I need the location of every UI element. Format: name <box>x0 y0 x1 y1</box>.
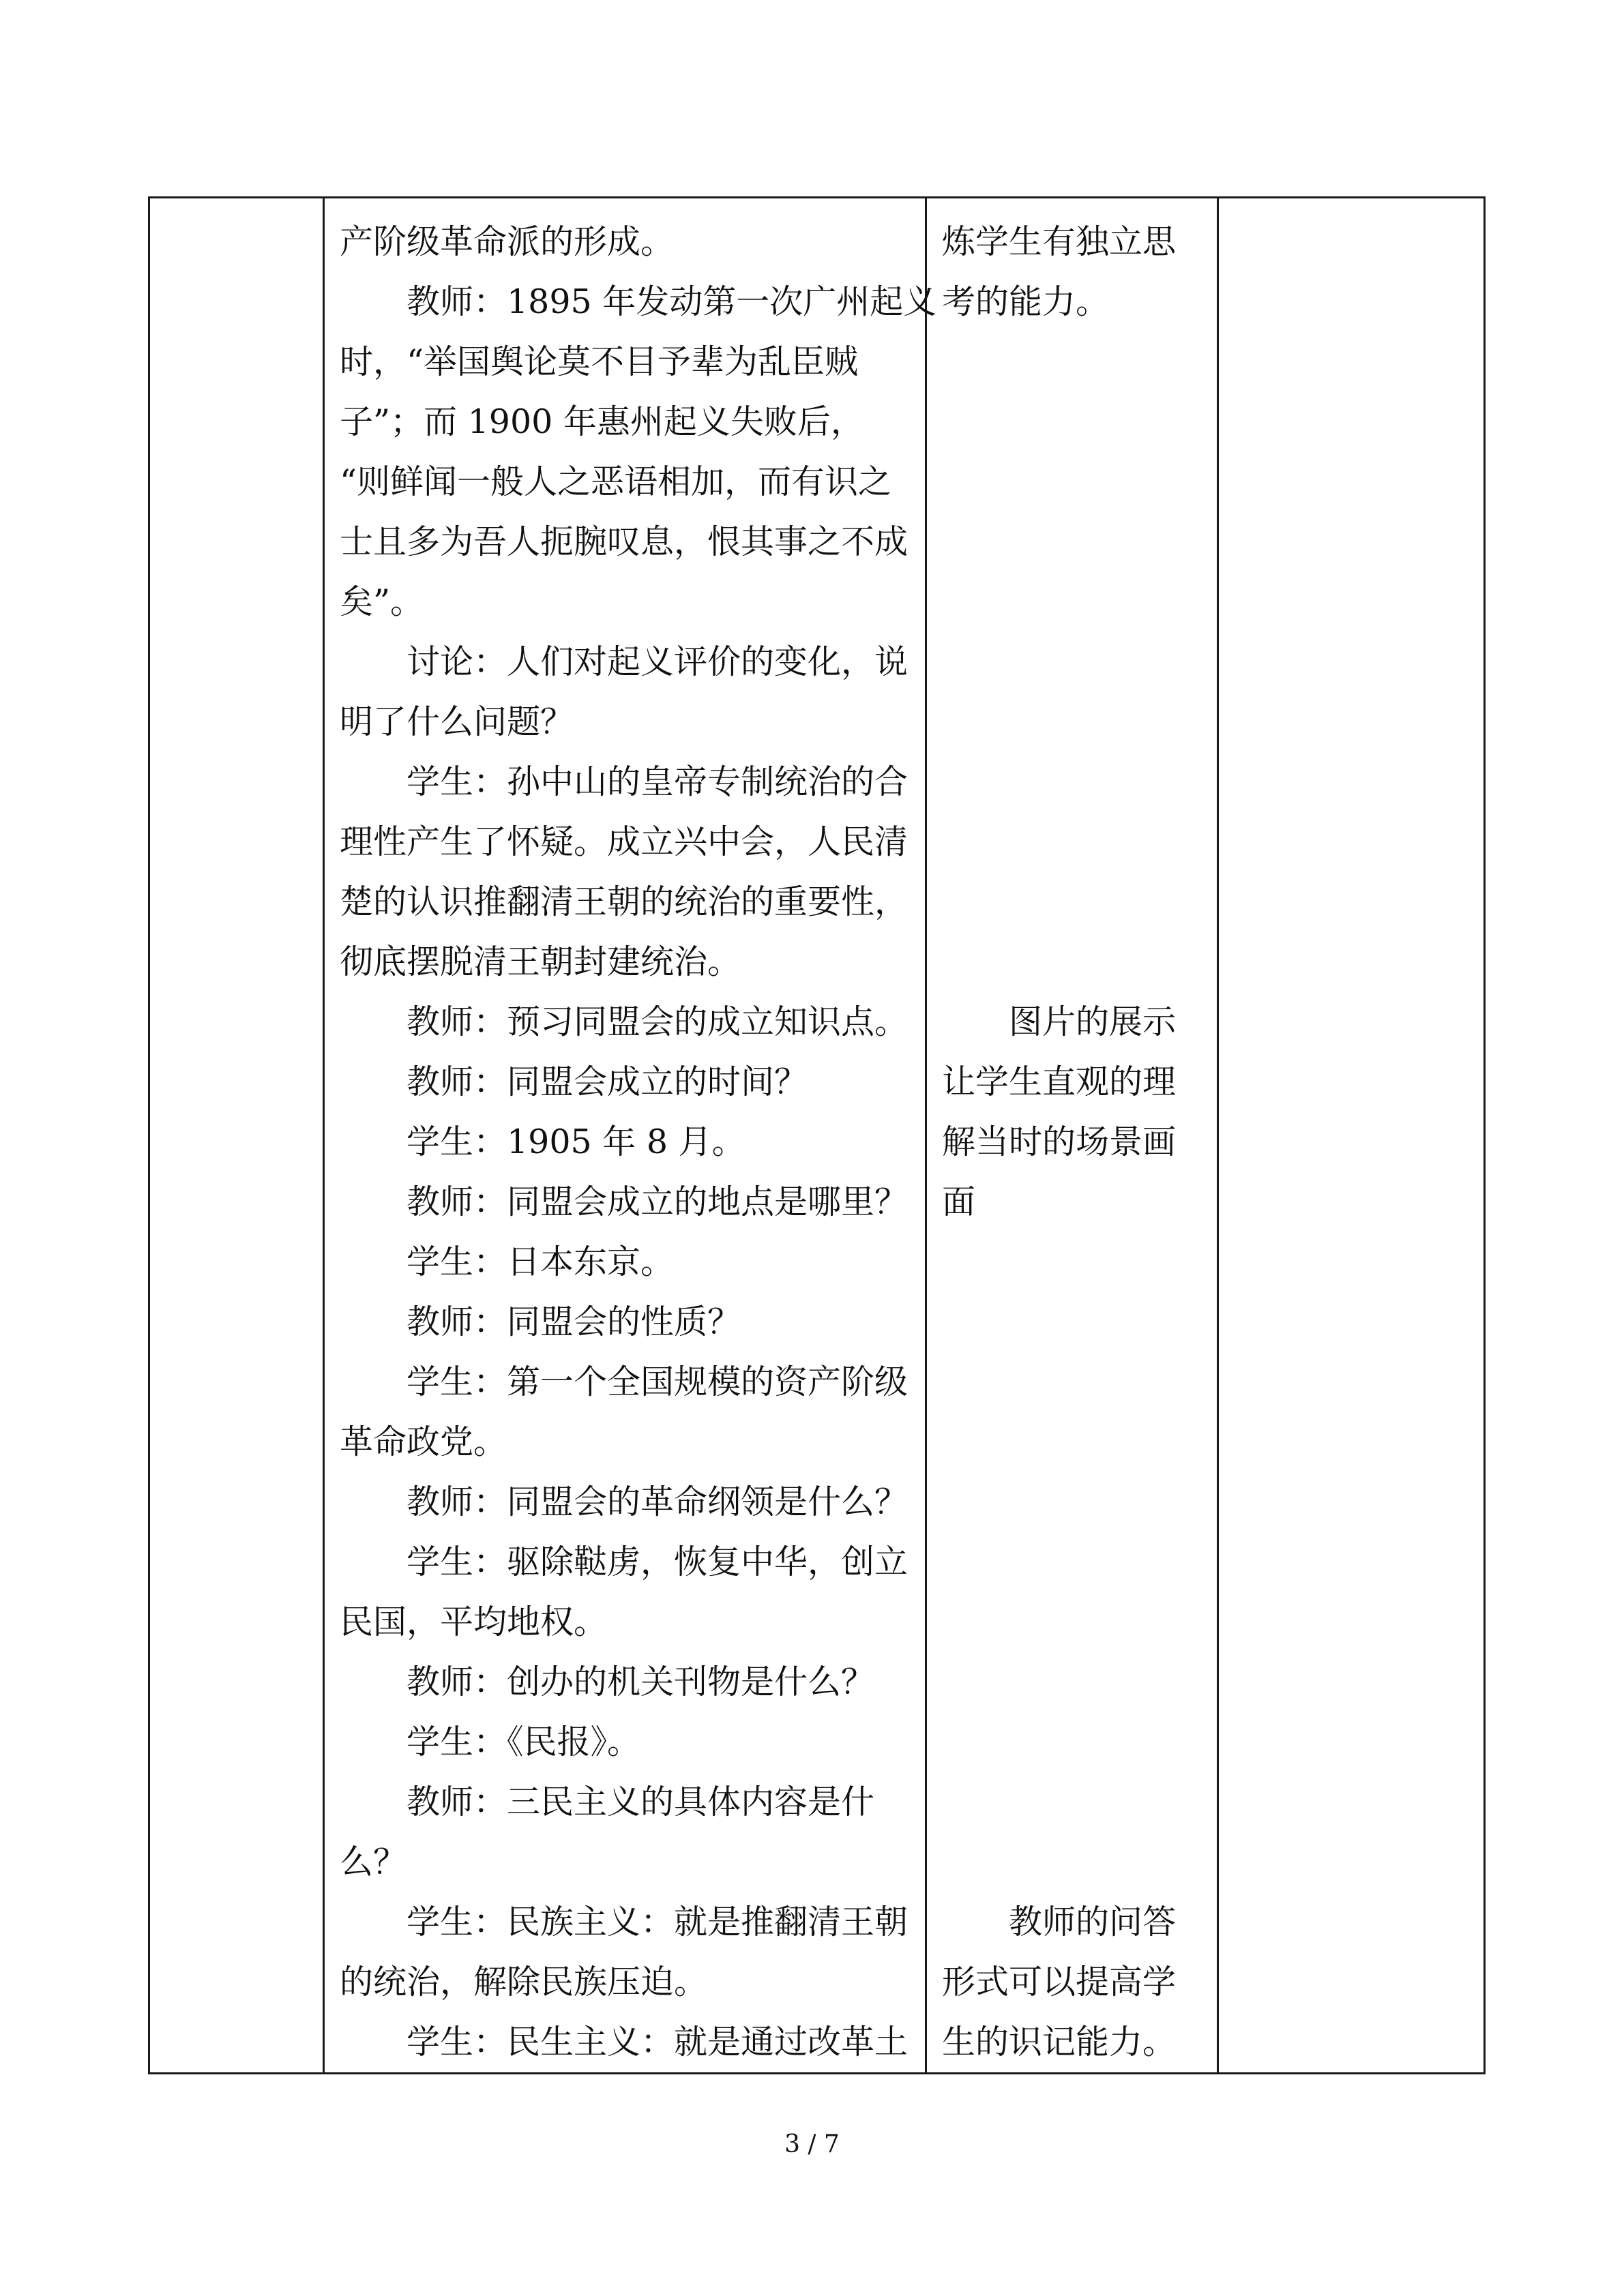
content-line: 士且多为吾人扼腕叹息，恨其事之不成 <box>340 522 909 561</box>
content-line: 明了什么问题？ <box>340 702 574 741</box>
content-line: 学生：孙中山的皇帝专制统治的合 <box>407 762 909 801</box>
content-line: 理性产生了怀疑。成立兴中会，人民清 <box>340 822 909 861</box>
content-line: 学生：日本东京。 <box>407 1242 675 1281</box>
intent-line: 让学生直观的理 <box>942 1062 1177 1101</box>
content-line: 教师：同盟会成立的地点是哪里？ <box>407 1182 909 1221</box>
lesson-plan-table <box>148 196 1486 2074</box>
design-intent-cell <box>926 198 1218 2074</box>
page-number: 3 / 7 <box>784 2130 840 2158</box>
intent-line: 炼学生有独立思 <box>942 222 1177 261</box>
notes-cell <box>1218 198 1485 2074</box>
table-row <box>149 198 1485 2074</box>
content-line: 教师：1895 年发动第一次广州起义 <box>407 282 937 321</box>
content-line: 教师：同盟会的性质？ <box>407 1302 741 1341</box>
line-gap <box>942 332 1202 992</box>
content-line: 学生：第一个全国规模的资产阶级 <box>407 1362 909 1401</box>
content-line: “则鲜闻一般人之恶语相加，而有识之 <box>340 462 892 501</box>
stage-cell <box>149 198 324 2074</box>
teaching-content <box>325 198 937 2072</box>
intent-line: 生的识记能力。 <box>942 2023 1177 2061</box>
content-line: 的统治，解除民族压迫。 <box>340 1963 708 2001</box>
content-line: 楚的认识推翻清王朝的统治的重要性， <box>340 882 909 921</box>
content-line: 教师：三民主义的具体内容是什 <box>407 1783 875 1821</box>
content-line: 教师：预习同盟会的成立知识点。 <box>407 1002 909 1041</box>
content-line: 子”；而 1900 年惠州起义失败后， <box>340 402 864 441</box>
teaching-content-cell <box>324 198 937 2074</box>
content-line: 教师：同盟会的革命纲领是什么？ <box>407 1482 909 1521</box>
line-gap <box>942 1232 1202 1892</box>
content-line: 学生：1905 年 8 月。 <box>407 1122 745 1161</box>
content-line: 学生：驱除鞑虏，恢复中华，创立 <box>407 1542 909 1581</box>
design-intent <box>927 198 1217 2072</box>
intent-line: 面 <box>942 1182 976 1221</box>
intent-line: 图片的展示 <box>1009 1002 1177 1041</box>
content-line: 么？ <box>340 1843 407 1881</box>
intent-line: 教师的问答 <box>1009 1903 1177 1941</box>
content-line: 民国，平均地权。 <box>340 1602 608 1641</box>
content-line: 彻底摆脱清王朝封建统治。 <box>340 942 741 981</box>
content-line: 革命政党。 <box>340 1422 507 1461</box>
content-line: 学生：民生主义：就是通过改革土 <box>407 2023 909 2061</box>
content-line: 矣”。 <box>340 582 424 621</box>
content-line: 学生：《民报》。 <box>407 1723 641 1761</box>
intent-line: 形式可以提高学 <box>942 1963 1177 2001</box>
content-line: 教师：创办的机关刊物是什么？ <box>407 1663 875 1701</box>
intent-line: 考的能力。 <box>942 282 1110 321</box>
content-line: 产阶级革命派的形成。 <box>340 222 675 261</box>
content-line: 教师：同盟会成立的时间？ <box>407 1062 808 1101</box>
content-line: 讨论：人们对起义评价的变化，说 <box>407 642 909 681</box>
content-line: 时，“举国舆论莫不目予辈为乱臣贼 <box>340 342 859 381</box>
content-line: 学生：民族主义：就是推翻清王朝 <box>407 1903 909 1941</box>
intent-line: 解当时的场景画 <box>942 1122 1177 1161</box>
